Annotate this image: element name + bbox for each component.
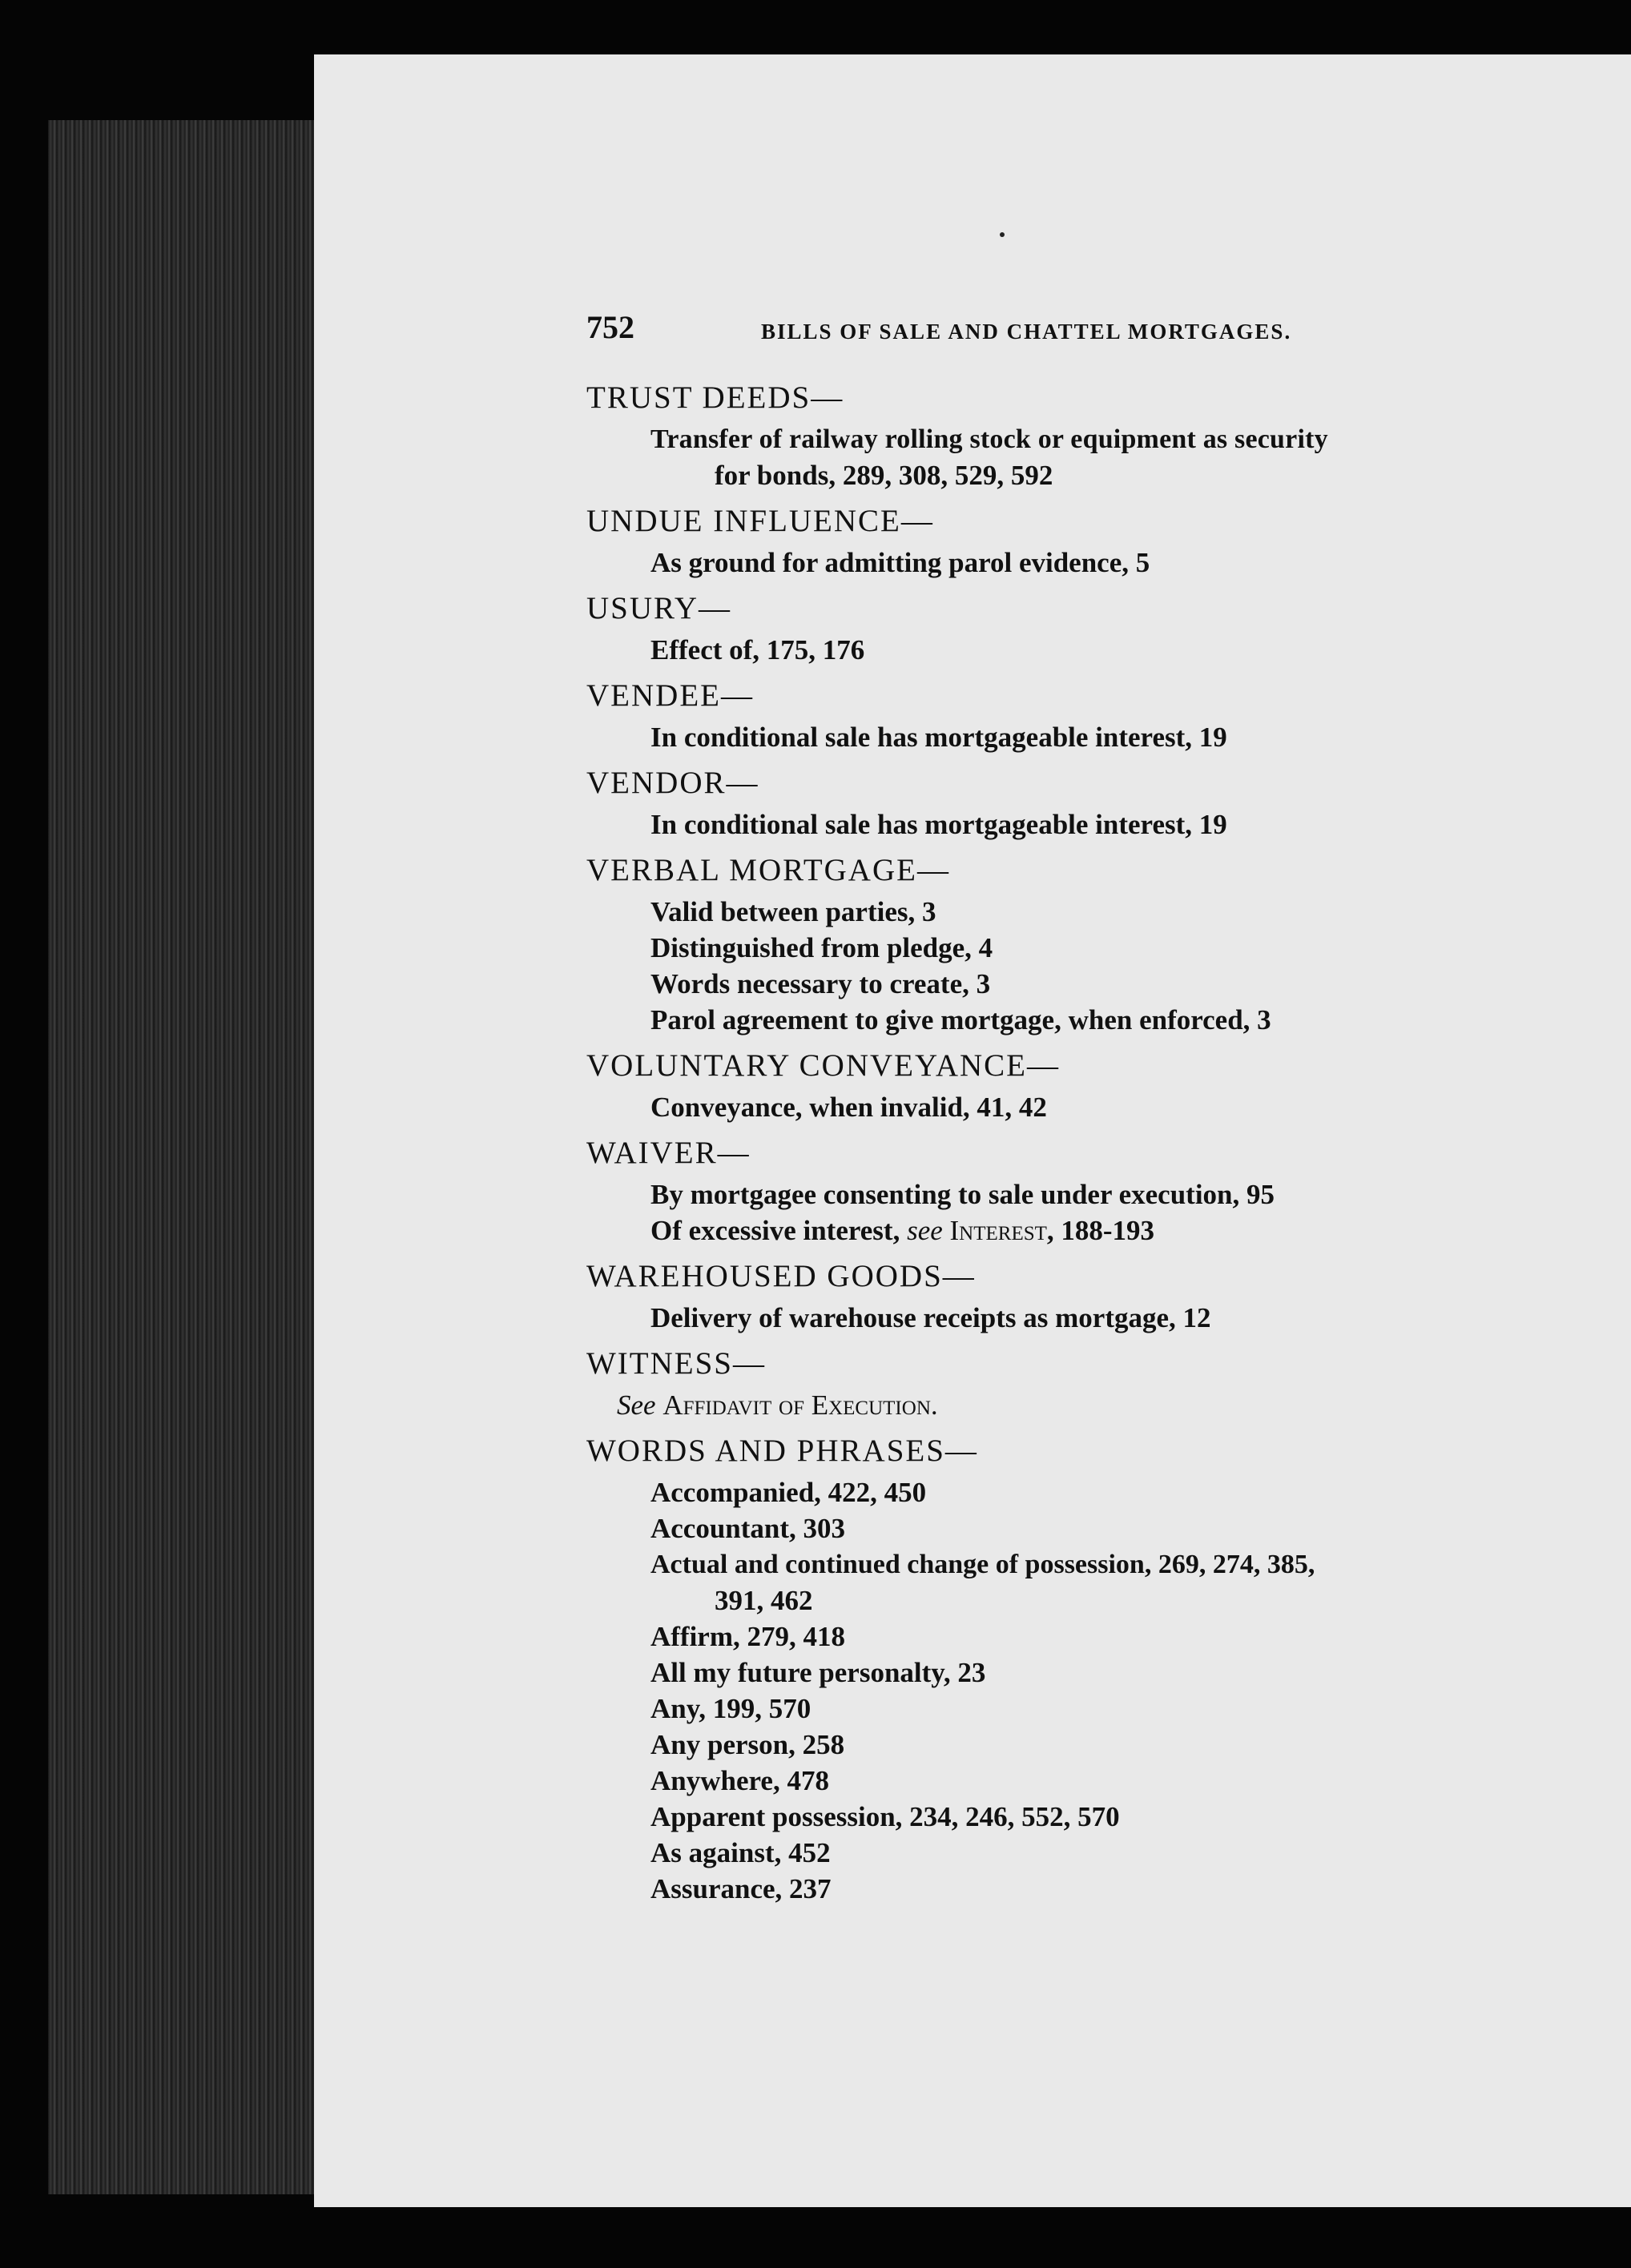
entry-subline: Any, 199, 570 bbox=[650, 1693, 811, 1724]
entry-subline: Accompanied, 422, 450 bbox=[650, 1477, 927, 1508]
entry-subline: Actual and continued change of possession, 269, 274, 385, bbox=[650, 1550, 1315, 1579]
entry-heading: TRUST DEEDS— bbox=[586, 380, 844, 415]
index-entry-verbal-mortgage bbox=[586, 850, 1596, 1038]
cross-reference-prefix: Of excessive interest, bbox=[650, 1215, 908, 1246]
entry-subline: Apparent possession, 234, 246, 552, 570 bbox=[650, 1801, 1120, 1832]
index-entry-trust-deeds bbox=[586, 378, 1596, 493]
entry-subline: Any person, 258 bbox=[650, 1729, 845, 1760]
entry-subline: Parol agreement to give mortgage, when enforced, 3 bbox=[650, 1004, 1271, 1035]
entry-heading: USURY— bbox=[586, 591, 732, 625]
see-word: see bbox=[907, 1215, 943, 1246]
entry-subline: Valid between parties, 3 bbox=[650, 896, 936, 927]
entry-cross-reference-line bbox=[586, 1212, 1596, 1249]
entry-subline: Delivery of warehouse receipts as mortgage, 12 bbox=[650, 1302, 1211, 1333]
entry-subline: Words necessary to create, 3 bbox=[650, 968, 991, 999]
cross-reference-pages: , 188-193 bbox=[1046, 1215, 1155, 1246]
entry-subline: Assurance, 237 bbox=[650, 1873, 832, 1904]
entry-subline: Affirm, 279, 418 bbox=[650, 1621, 846, 1652]
index-entry-warehoused-goods bbox=[586, 1257, 1596, 1336]
entry-see-reference bbox=[586, 1387, 1596, 1423]
index-entry-undue-influence bbox=[586, 501, 1596, 581]
index-entry-voluntary-conveyance bbox=[586, 1046, 1596, 1125]
entry-heading: WAIVER— bbox=[586, 1136, 751, 1170]
book-page-edges bbox=[48, 120, 320, 2194]
running-title: BILLS OF SALE AND CHATTEL MORTGAGES. bbox=[761, 320, 1292, 344]
index-entry-words-and-phrases bbox=[586, 1431, 1596, 1907]
entry-subline: As ground for admitting parol evidence, 5 bbox=[650, 547, 1150, 578]
page-header bbox=[586, 308, 1596, 356]
entry-heading: UNDUE INFLUENCE— bbox=[586, 504, 934, 538]
cross-reference-target: Interest bbox=[949, 1215, 1047, 1246]
entry-heading: WITNESS— bbox=[586, 1346, 766, 1381]
ink-speck bbox=[1000, 232, 1005, 237]
index-entry-waiver bbox=[586, 1133, 1596, 1249]
see-word: See bbox=[617, 1389, 656, 1421]
page-number: 752 bbox=[586, 309, 634, 345]
entry-subline: As against, 452 bbox=[650, 1837, 831, 1868]
entry-subline: By mortgagee consenting to sale under execution, 95 bbox=[650, 1179, 1275, 1210]
entry-subline: Effect of, 175, 176 bbox=[650, 634, 865, 666]
entry-heading: WAREHOUSED GOODS— bbox=[586, 1259, 976, 1293]
entry-heading: VENDOR— bbox=[586, 766, 759, 800]
entry-subline: Distinguished from pledge, 4 bbox=[650, 932, 993, 963]
entry-subline: In conditional sale has mortgageable interest, 19 bbox=[650, 722, 1227, 753]
entry-subline-continuation: 391, 462 bbox=[715, 1585, 813, 1616]
index-entry-usury bbox=[586, 589, 1596, 668]
index-entries bbox=[586, 378, 1596, 1915]
entry-subline: Conveyance, when invalid, 41, 42 bbox=[650, 1092, 1047, 1123]
index-entry-vendor bbox=[586, 763, 1596, 842]
entry-heading: WORDS AND PHRASES— bbox=[586, 1434, 978, 1468]
entry-heading: VOLUNTARY CONVEYANCE— bbox=[586, 1048, 1061, 1083]
entry-subline-continuation: for bonds, 289, 308, 529, 592 bbox=[715, 460, 1053, 491]
index-entry-vendee bbox=[586, 676, 1596, 755]
entry-subline: All my future personalty, 23 bbox=[650, 1657, 986, 1688]
cross-reference-target: Affidavit of Execution. bbox=[662, 1389, 938, 1421]
entry-heading: VENDEE— bbox=[586, 678, 754, 713]
entry-subline: Accountant, 303 bbox=[650, 1513, 846, 1544]
index-entry-witness bbox=[586, 1344, 1596, 1423]
entry-subline: In conditional sale has mortgageable interest, 19 bbox=[650, 809, 1227, 840]
entry-heading: VERBAL MORTGAGE— bbox=[586, 853, 950, 887]
entry-subline: Transfer of railway rolling stock or equipment as security bbox=[650, 424, 1328, 454]
entry-subline: Anywhere, 478 bbox=[650, 1765, 829, 1796]
